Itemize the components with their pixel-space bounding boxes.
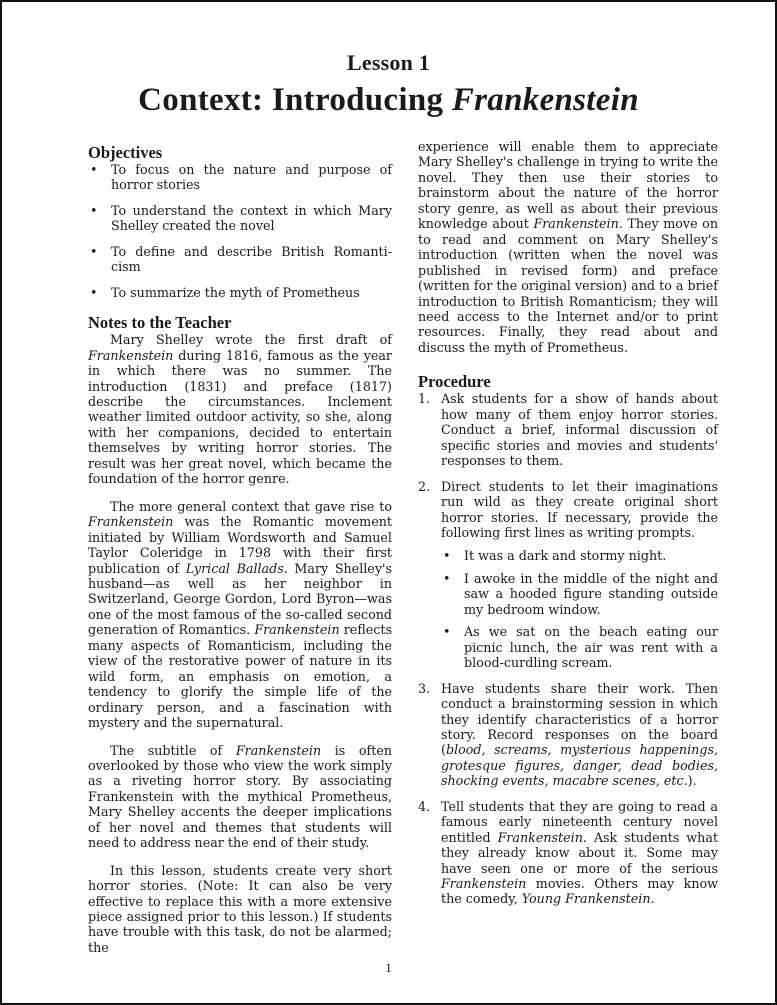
procedure-step-4 — [418, 799, 718, 907]
page-title — [2, 82, 775, 119]
writing-prompt: • I awoke in the middle of the night and saw a hooded figure standing outside my bedroom window. — [441, 571, 718, 617]
procedure-step-3 — [418, 681, 718, 789]
title-prefix: Context: Introducing — [138, 82, 452, 118]
objective-item: • To summarize the myth of Prometheus — [88, 285, 392, 300]
objective-item: • To define and describe British Romanti-cism — [88, 244, 392, 275]
objectives-list — [88, 162, 392, 300]
step-text: Tell students that they are going to read a famous early nineteenth century novel entitled Frankenstein. Ask students what they already know about it. Some may have seen one or more of the serious Frankenstein movies. Others may know the comedy, Young Frankenstein. — [441, 798, 718, 907]
title-italic: Frankenstein — [451, 82, 639, 118]
step-number: 4. — [418, 798, 431, 814]
procedure-step-2 — [418, 479, 718, 671]
writing-prompts-list — [441, 548, 718, 670]
page-number: 1 — [385, 960, 392, 975]
notes-paragraph-3: The subtitle of Frankenstein is often overlooked by those who view the work simply as a riveting horror story. By associating Frankenstein with the mythical Prometheus, Mary Shelley accents the deeper implications of her novel and themes that students will need to address near the end of their study. — [88, 742, 393, 851]
notes-heading: Notes to the Teacher — [88, 313, 232, 333]
procedure-list — [418, 391, 718, 907]
objectives-heading: Objectives — [88, 143, 163, 162]
step-text: Direct students to let their imaginations run wild as they create original short horror stories. If necessary, provide the following first lines as writing prompts. — [441, 478, 718, 540]
notes-paragraph-4: In this lesson, students create very short horror stories. (Note: It can also be very effective to replace this with a more extensive piece assigned prior to this lesson.) If students have trouble with this task, do not be alarmed; the — [88, 862, 392, 955]
notes-paragraph-4-continued: experience will enable them to appreciate Mary Shelley's challenge in trying to write the novel. They then use their stories to brainstorm about the nature of the horror story genre, as well as about their previous knowledge about Frankenstein. They move on to read and comment on Mary Shelley's introduction (written when the novel was published in revised form) and preface (written for the original version) and to a brief introduction to British Romanticism; they will need access to the Internet and/or to print resources. Finally, they read about and discuss the myth of Prometheus. — [418, 139, 718, 355]
objective-item: • To understand the context in which Mary Shelley created the novel — [88, 203, 392, 234]
writing-prompt: • As we sat on the beach eating our picnic lunch, the air was rent with a blood-curdling scream. — [441, 624, 718, 670]
notes-paragraph-2: The more general context that gave rise to Frankenstein was the Romantic movement initiated by William Wordsworth and Samuel Taylor Coleridge in 1798 with their first publication of Lyrical Ballads. Mary Shelley's husband—as well as her neighbor in Switzerland, George Gordon, Lord Byron—was one of the most famous of the so-called second generation of Romantics. Frankenstein reflects many aspects of Romanticism, including the view of the restorative power of nature in its wild form, an emphasis on emotion, a tendency to glorify the simple life of the ordinary person, and a fascination with mystery and the supernatural. — [88, 498, 392, 731]
left-column — [88, 144, 392, 955]
step-text: Ask students for a show of hands about how many of them enjoy horror stories. Conduct a brief, informal discussion of specific stories and movies and students' responses to them. — [441, 391, 718, 469]
lesson-number: Lesson 1 — [347, 50, 430, 75]
step-text: Have students share their work. Then conduct a brainstorming session in which they identify characteristics of a horror story. Record responses on the board (blood, screams, mysterious happenings, grotesque figures, danger, dead bodies, shocking events, macabre scenes, etc.). — [441, 680, 718, 789]
writing-prompt: • It was a dark and stormy night. — [441, 548, 718, 563]
notes-paragraph-1: Mary Shelley wrote the first draft of Frankenstein during 1816, famous as the year in which there was no summer. The introduction (1831) and preface (1817) describe the circumstances. Inclement weather limited outdoor activity, so she, along with her companions, decided to entertain themselves by writing horror stories. The result was her great novel, which became the foundation of the horror genre. — [88, 332, 392, 487]
step-number: 2. — [418, 478, 431, 494]
right-column — [418, 139, 718, 917]
procedure-heading: Procedure — [418, 372, 491, 392]
procedure-step-1 — [418, 391, 718, 468]
step-number: 3. — [418, 680, 431, 696]
objective-item: • To focus on the nature and purpose of horror stories — [88, 162, 392, 193]
step-number: 1. — [418, 391, 431, 407]
